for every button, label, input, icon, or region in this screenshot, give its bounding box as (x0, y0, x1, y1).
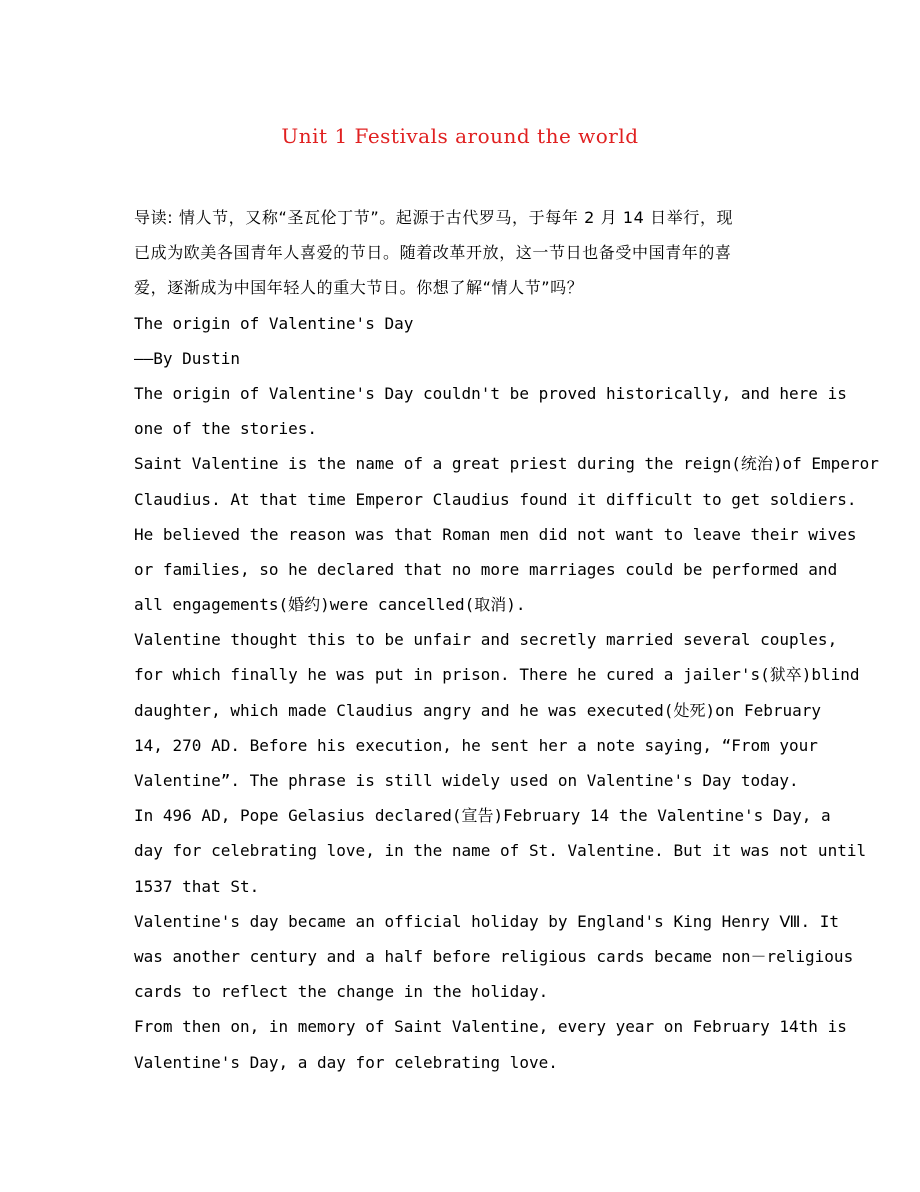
body-line: Claudius. At that time Emperor Claudius found it difficult to get soldiers. (134, 489, 857, 509)
intro-line: 已成为欧美各国青年人喜爱的节日。随着改革开放，这一节日也备受中国青年的喜 (134, 243, 732, 263)
byline: ——By Dustin (134, 348, 240, 368)
body-line: Valentine's day became an official holiday by England's King Henry Ⅷ. It (134, 911, 839, 931)
body-line: Valentine thought this to be unfair and secretly married several couples, (134, 630, 838, 650)
document-body (134, 200, 894, 1080)
body-line: In 496 AD, Pope Gelasius declared(宣告)February 14 the Valentine's Day, a (134, 806, 831, 826)
body-line: 1537 that St. (134, 876, 260, 896)
body-line: one of the stories. (134, 419, 318, 439)
body-line: From then on, in memory of Saint Valentine, every year on February 14th is (134, 1017, 847, 1037)
body-line: day for celebrating love, in the name of St. Valentine. But it was not until (134, 841, 867, 861)
body-line: He believed the reason was that Roman men did not want to leave their wives (134, 524, 857, 544)
body-line: Valentine's Day, a day for celebrating love. (134, 1052, 558, 1072)
body-line: Valentine”. The phrase is still widely used on Valentine's Day today. (134, 771, 799, 790)
intro-line: 爱，逐渐成为中国年轻人的重大节日。你想了解“情人节”吗？ (134, 278, 584, 298)
body-line: The origin of Valentine's Day couldn't be proved historically, and here is (134, 383, 847, 403)
body-line: was another century and a half before religious cards became non－religious (134, 946, 854, 966)
body-line: Saint Valentine is the name of a great priest during the reign(统治)of Emperor (134, 454, 879, 474)
article-title: The origin of Valentine's Day (134, 313, 414, 333)
body-line: cards to reflect the change in the holiday. (134, 982, 549, 1002)
body-line: or families, so he declared that no more marriages could be performed and (134, 559, 838, 579)
intro-line: 导读: 情人节，又称“圣瓦伦丁节”。起源于古代罗马，于每年 2 月 14 日举行，现 (134, 208, 734, 227)
body-line: 14, 270 AD. Before his execution, he sent her a note saying, “From your (134, 735, 818, 755)
body-line: for which finally he was put in prison. There he cured a jailer's(狱卒)blind (134, 665, 860, 685)
body-line: all engagements(婚约)were cancelled(取消). (134, 595, 526, 615)
document-title: Unit 1 Festivals around the world (281, 124, 639, 148)
body-line: daughter, which made Claudius angry and he was executed(处死)on February (134, 700, 822, 720)
